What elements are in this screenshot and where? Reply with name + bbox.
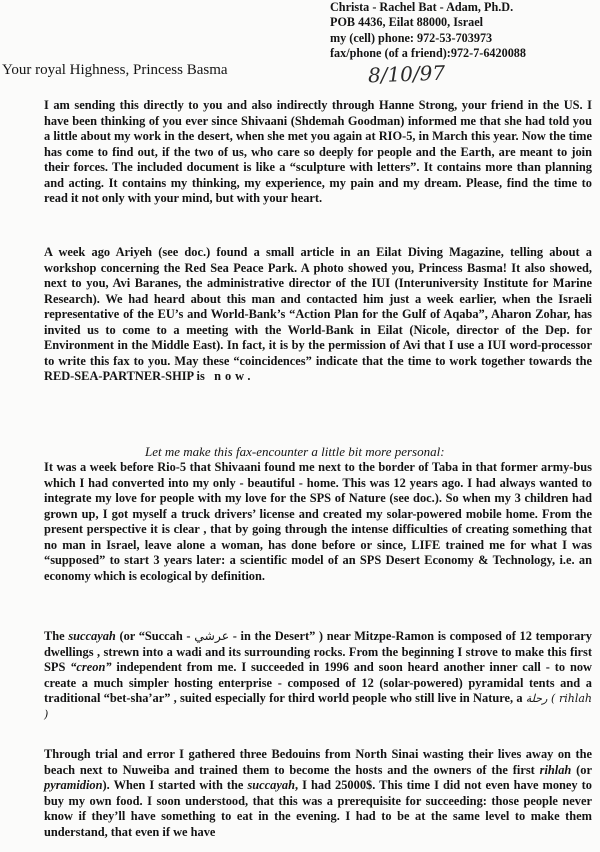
p4-text-3: - in the Desert” ) near Mitzpe-Ramon is composed of 12 temporary dwellings , strewn into a wadi and its surrounding rocks. From the beginning I strove to make this first SPS	[44, 629, 592, 674]
rihlah-term: rihlah	[539, 762, 572, 777]
paragraph-red-sea	[44, 245, 592, 385]
sender-name: Christa - Rachel Bat - Adam, Ph.D.	[330, 0, 514, 14]
pyramidion-term: pyramidion	[44, 778, 103, 792]
now-word: now.	[214, 369, 255, 383]
succayah-term: succayah	[68, 629, 116, 643]
sender-block	[330, 0, 592, 62]
sender-phone: my (cell) phone: 972-53-703973	[330, 30, 493, 45]
p4-text-1: The	[44, 629, 69, 643]
arabic-handwritten-word: عرشي	[194, 628, 230, 643]
p5-text-4: , I had 25000$. This time I did not even have money to buy my own food. I soon understood, that this was a prerequisite for succeeding: those people never know if they’ll have something to eat in the evening. I had to be at the same level to make them understand, that even if we have	[44, 778, 592, 839]
rihlah-handwritten-note: رحلة ( rihlah )	[44, 692, 593, 721]
p4-text-4: independent from me. I succeeded in 1996 and soon heard another inner call - to now create a much simpler hosting enterprise - composed of 12 (solar-powered) pyramidal tents and a traditional “bet-sha’ar” , suited especially for third world people who still live in Nature, a	[44, 660, 592, 705]
p4-text-2: (or “Succah -	[115, 629, 195, 643]
paragraph-succayah	[44, 628, 592, 722]
creon-term: “creon”	[70, 660, 112, 674]
paragraph-personal: It was a week before Rio-5 that Shivaani found me next to the border of Taba in that former army-bus which I had converted into my only - beautiful - home. This was 12 years ago. I had always wanted to integrate my love for people with my love for the SPS of Nature (see doc.). So when my 3 children had grown up, I got myself a truck drivers’ license and created my solar-powered mobile home. From the present perspective it is clear , that by going through the intense difficulties of creating something that no man in Israel, leave alone a woman, has done before or since, LIFE trained me for what I was “supposed” to start 3 years later: a scientific model of an SPS Desert Economy & Technology, i.e. an economy which is ecological by definition.	[44, 460, 592, 583]
sender-address: POB 4436, Eilat 88000, Israel	[330, 15, 484, 30]
paragraph-bedouins	[44, 747, 592, 840]
p5-text-1: Through trial and error I gathered three Bedouins from North Sinai wasting their lives away on the beach next to Nuweiba and trained them to become the hosts and the owners of the first	[44, 747, 592, 777]
paragraph-red-sea-text: A week ago Ariyeh (see doc.) found a small article in an Eilat Diving Magazine, telling about a workshop concerning the Red Sea Peace Park. A photo showed you, Princess Basma! It also showed, next to you, Avi Baranes, the administrative director of the IUI (Interuniversity Institute for Marine Research). We had heard about this man and contacted him just a week earlier, when the Israeli representative of the EU’s and World-Bank’s “Action Plan for the Gulf of Aqaba”, Aharon Zohar, has invited us to come to a meeting with the World-Bank in Eilat (Nicole, director of the Dep. for Environment in the Middle East). In fact, it is by the permission of Avi that I use a IUI word-processor to write this fax to you. May these “coincidences” indicate that the time to work together towards the RED-SEA-PARTNER-SHIP is	[44, 245, 592, 383]
p5-text-2: (or	[571, 762, 592, 777]
succayah-term-2: succayah	[247, 778, 295, 792]
paragraph-intro: I am sending this directly to you and also indirectly through Hanne Strong, your friend in the US. I have been thinking of you ever since Shivaani (Shdemah Goodman) informed me that she had told you a little about my work in the desert, when she met you again at RIO-5, in March this year. Now the time has come to find out, if the two of us, who care so deeply for people and the Earth, are meant to join their forces. The included document is like a “sculpture with letters”. It contains more than planning and acting. It contains my thinking, my experience, my pain and my dream. Please, find the time to read it not only with your mind, but with your heart.	[44, 98, 592, 205]
p5-text-3: ). When I started with the	[102, 778, 248, 792]
sender-fax: fax/phone (of a friend):972-7-6420088	[330, 46, 526, 61]
salutation: Your royal Highness, Princess Basma	[2, 62, 228, 78]
section-heading: Let me make this fax-encounter a little bit more personal:	[145, 444, 445, 459]
handwritten-date: 8/10/97	[367, 60, 446, 88]
